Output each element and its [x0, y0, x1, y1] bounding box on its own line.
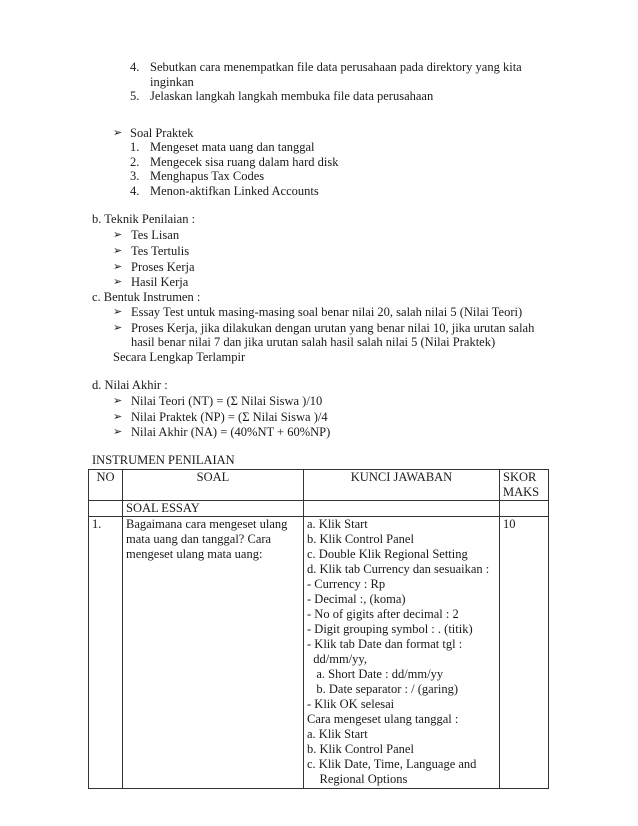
practice-number: 3. [130, 169, 140, 183]
question-text: Sebutkan cara menempatkan file data perusahaan pada direktory yang kita [150, 60, 522, 74]
practice-item: Mengecek sisa ruang dalam hard disk [150, 155, 339, 169]
header-skor [500, 470, 549, 501]
answer-line: - No of gigits after decimal : 2 [307, 607, 459, 621]
header-skor-line1: SKOR [503, 470, 537, 484]
question-text-cont: inginkan [150, 75, 194, 89]
answer-line: Regional Options [307, 772, 408, 786]
formula-item: Nilai Praktek (NP) = (Σ Nilai Siswa )/4 [131, 410, 328, 424]
question-line: Bagaimana cara mengeset ulang [126, 517, 288, 531]
practice-item: Menon-aktifkan Linked Accounts [150, 184, 319, 198]
answer-line: a. Klik Start [307, 517, 368, 531]
answer-line: b. Klik Control Panel [307, 742, 414, 756]
note-text: Secara Lengkap Terlampir [113, 350, 246, 364]
header-skor-line2: MAKS [503, 485, 540, 499]
practice-number: 1. [130, 140, 140, 154]
practice-item: Mengeset mata uang dan tanggal [150, 140, 315, 154]
arrow-bullet-icon: ➢ [113, 395, 123, 407]
question-number: 4. [130, 60, 140, 74]
practice-number: 4. [130, 184, 140, 198]
score-cell: 10 [500, 517, 549, 789]
answer-line: - Currency : Rp [307, 577, 386, 591]
section-heading-teknik: b. Teknik Penilaian : [92, 212, 196, 226]
answer-line: - Klik tab Date dan format tgl : [307, 637, 463, 651]
arrow-bullet-icon: ➢ [113, 229, 123, 241]
answer-line: b. Klik Control Panel [307, 532, 414, 546]
answer-line: a. Klik Start [307, 727, 368, 741]
table-row [89, 517, 549, 789]
arrow-bullet-icon: ➢ [113, 426, 123, 438]
header-no: NO [89, 470, 123, 501]
row-number: 1. [89, 517, 123, 789]
answer-line: - Klik OK selesai [307, 697, 395, 711]
header-soal: SOAL [123, 470, 304, 501]
section-row [89, 501, 549, 517]
answer-line: d. Klik tab Currency dan sesuaikan : [307, 562, 490, 576]
list-item: Hasil Kerja [131, 275, 189, 289]
section-label: SOAL ESSAY [123, 501, 304, 517]
practice-title: Soal Praktek [130, 126, 194, 140]
formula-item: Nilai Teori (NT) = (Σ Nilai Siswa )/10 [131, 394, 323, 408]
instrument-title: INSTRUMEN PENILAIAN [92, 453, 235, 467]
answer-line: Cara mengeset ulang tanggal : [307, 712, 459, 726]
list-item-cont: hasil benar nilai 7 dan jika urutan salah hasil salah nilai 5 (Nilai Praktek) [131, 335, 496, 349]
answer-line: - Decimal :, (koma) [307, 592, 406, 606]
arrow-bullet-icon: ➢ [113, 322, 123, 334]
header-kunci: KUNCI JAWABAN [304, 470, 500, 501]
section-heading-bentuk: c. Bentuk Instrumen : [92, 290, 201, 304]
arrow-bullet-icon: ➢ [113, 276, 123, 288]
practice-item: Menghapus Tax Codes [150, 169, 265, 183]
table-header-row [89, 470, 549, 501]
answer-line: - Digit grouping symbol : . (titik) [307, 622, 473, 636]
arrow-bullet-icon: ➢ [113, 306, 123, 318]
question-line: mata uang dan tanggal? Cara [126, 532, 272, 546]
answer-line: c. Klik Date, Time, Language and [307, 757, 477, 771]
list-item: Proses Kerja, jika dilakukan dengan urutan yang benar nilai 10, jika urutan salah [131, 321, 535, 335]
arrow-bullet-icon: ➢ [113, 127, 123, 139]
answer-line: dd/mm/yy, [307, 652, 367, 666]
list-item: Tes Tertulis [131, 244, 190, 258]
instrument-table [88, 469, 549, 789]
list-item: Tes Lisan [131, 228, 180, 242]
list-item: Proses Kerja [131, 260, 195, 274]
answer-line: b. Date separator : / (garing) [307, 682, 458, 696]
question-text: Jelaskan langkah langkah membuka file data perusahaan [150, 89, 434, 103]
answer-key-cell [304, 517, 500, 789]
list-item: Essay Test untuk masing-masing soal benar nilai 20, salah nilai 5 (Nilai Teori) [131, 305, 523, 319]
practice-number: 2. [130, 155, 140, 169]
arrow-bullet-icon: ➢ [113, 245, 123, 257]
section-heading-nilai: d. Nilai Akhir : [92, 378, 168, 392]
arrow-bullet-icon: ➢ [113, 261, 123, 273]
question-line: mengeset ulang mata uang: [126, 547, 263, 561]
question-cell [123, 517, 304, 789]
formula-item: Nilai Akhir (NA) = (40%NT + 60%NP) [131, 425, 331, 439]
answer-line: c. Double Klik Regional Setting [307, 547, 468, 561]
arrow-bullet-icon: ➢ [113, 411, 123, 423]
answer-line: a. Short Date : dd/mm/yy [307, 667, 444, 681]
question-number: 5. [130, 89, 140, 103]
